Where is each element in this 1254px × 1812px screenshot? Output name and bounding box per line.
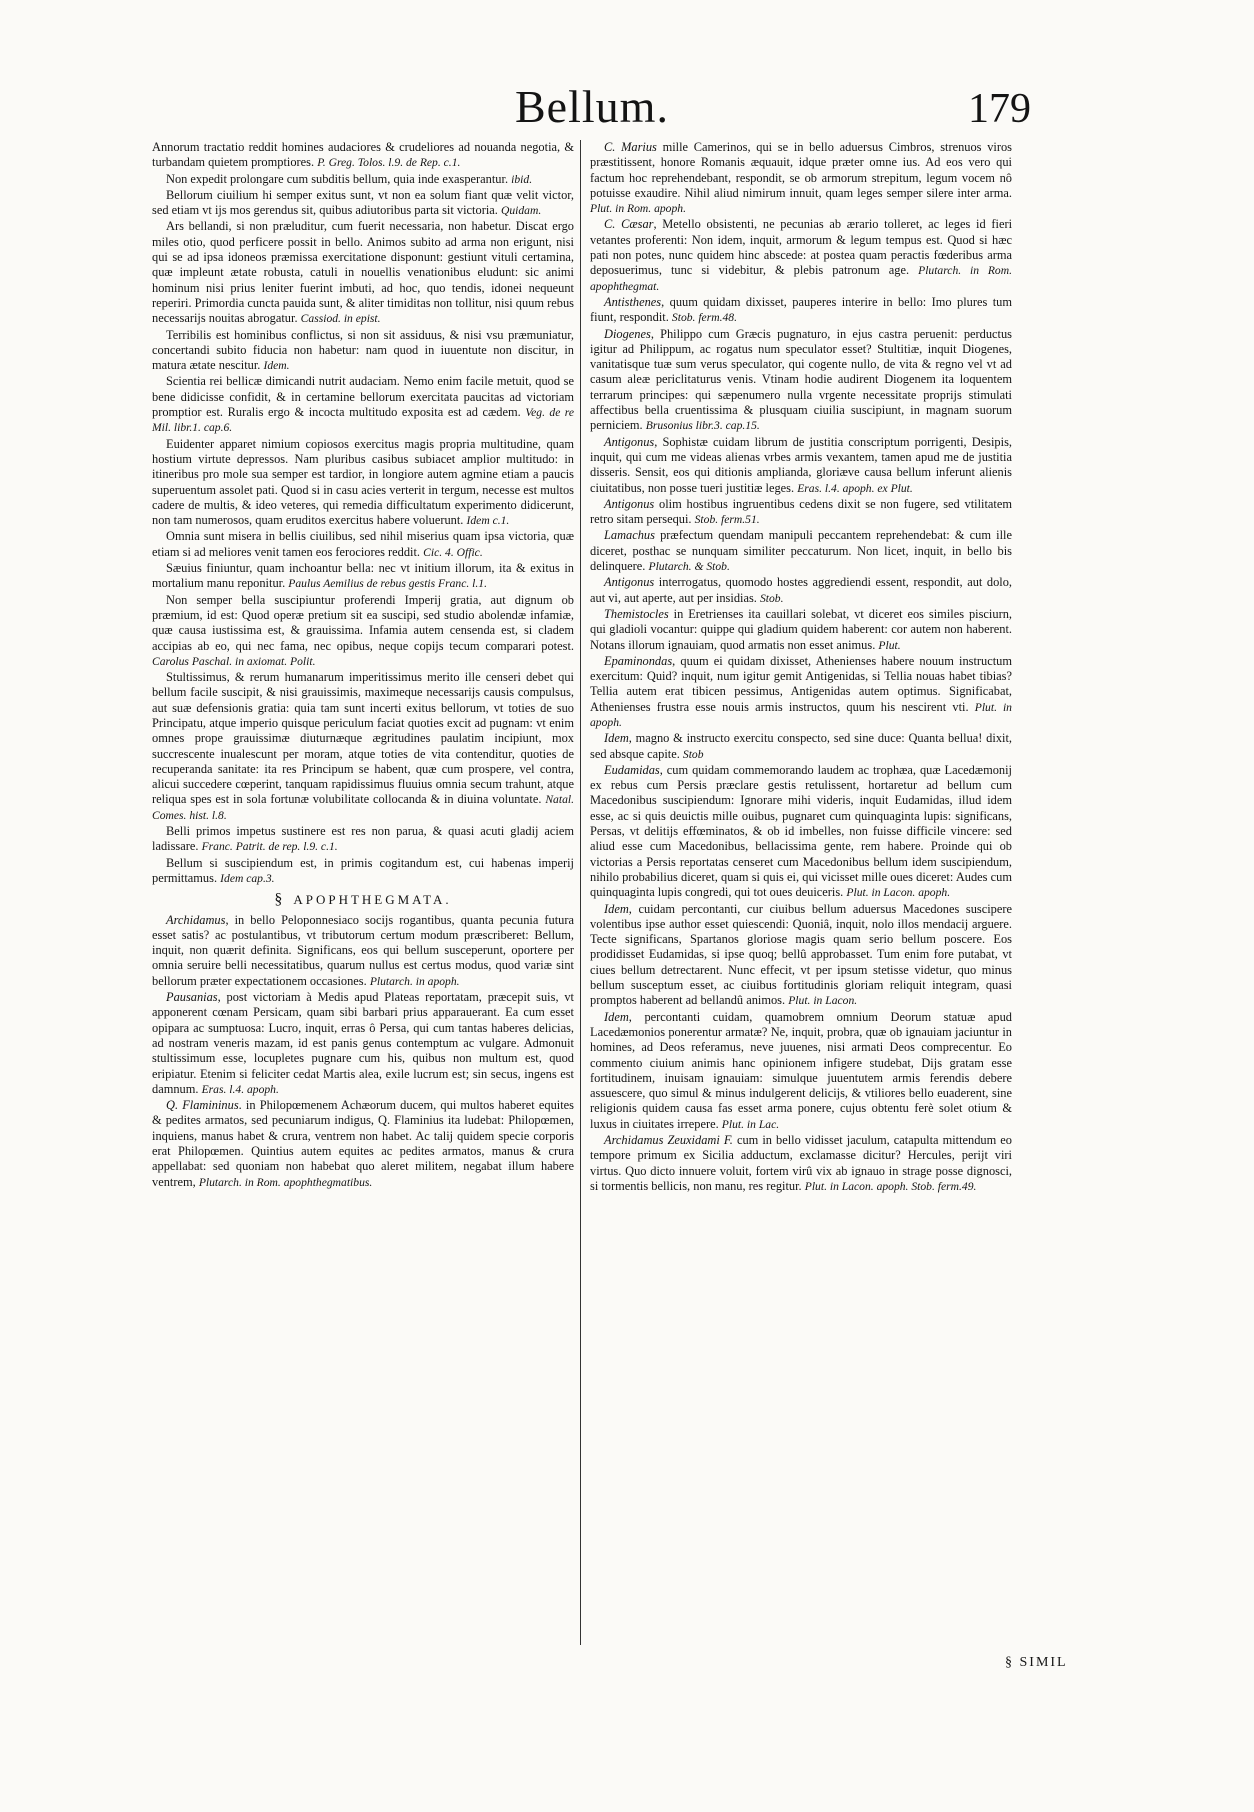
citation: Idem c.1.	[466, 514, 510, 528]
citation: Eras. l.4. apoph. ex Plut.	[797, 481, 913, 495]
speaker-name: Idem	[604, 1009, 629, 1024]
speaker-name: Pausanias	[166, 990, 218, 1005]
apophthegm-entry	[590, 327, 1012, 434]
speaker-name: C. Cæsar	[604, 217, 654, 232]
citation: Cic. 4. Offic.	[423, 545, 483, 559]
citation: Plut. in apoph.	[590, 700, 1012, 729]
section-title: APOPHTHEGMATA.	[293, 892, 452, 908]
apophthegm-text: olim hostibus ingruentibus cedens dixit se non fugere, sed vtilitatem retro sitam persequi.	[590, 496, 1012, 527]
citation: Cassiod. in epist.	[300, 312, 381, 326]
citation: Idem cap.3.	[220, 871, 275, 885]
quote-text: Terribilis est hominibus conflictus, si non sit assiduus, & nisi vsu præmuniatur, concertandi subito fiducia non habetur: nam quod in iuuentute non discitur, in matura ætate nescitur.	[152, 327, 574, 373]
quote-paragraph	[152, 856, 574, 887]
apophthegm-text: , magno & instructo exercitu conspecto, sed sine duce: Quanta bellua! dixit, sed absque capite.	[590, 731, 1012, 761]
apophthegm-entry	[590, 1133, 1012, 1194]
citation: Stob. ferm.48.	[671, 311, 737, 325]
apophthegm-entry	[590, 528, 1012, 574]
quote-text: Ars bellandi, si non præluditur, cum fuerit necessaria, non habetur. Discat ergo miles otio, quod perficere possit in bello. Animos subito ad arma non erigunt, nisi qui se ad ipsa idoneos præmissa exercitatione disponunt: gestiunt vituli certamina, quæ impleunt ætate robusta, catuli in nouellis venationibus eludunt: sic animi hominum nisi prius leniter fuerint imbuti, ad hoc, quo tendis, idonei nequeunt reperiri. Primordia cuncta pauida sunt, & aliter timiditas non tollitur, nisi quum rebus necessarijs nouitas abrogatur.	[152, 219, 574, 326]
apophthegm-text: , percontanti cuidam, quamobrem omnium Deorum statuæ apud Lacedæmonios ponerentur armatæ? Ne, inquit, probra, quæ ob ignauiam jaciuntur in homines, ad Deos referamus, neve juuenes, nisi armati Deos comprecentur. Eo commento ciuium animis hanc opinionem infigere studebat, Dijs gratam esse fortitudinem, inuisam ignauiam: simulque juuentutem armis ferendis debere assuescere, quo simul & minus indulgerent delicijs, & vtiliores bello euaderent, sine religionis quidem causa fas esset arma ponere, cujus obtentu ferè solet otium & luxus in ciuitates irrepere.	[590, 1009, 1012, 1131]
quote-text: Bellorum ciuilium hi semper exitus sunt, vt non ea solum fiant quæ velit victor, sed etiam vt ijs mos gerendus sit, quibus adiutoribus parta sit victoria.	[152, 187, 574, 218]
apophthegm-text: in Eretrienses ita cauillari solebat, vt diceret eos similes pisciurn, qui gladioli vocantur: quippe qui gladium quidem haberent: cor autem non haberent. Notans illorum ignauiam, quod armatis non esset animus.	[590, 606, 1012, 652]
speaker-name: Lamachus	[604, 528, 655, 543]
speaker-name: Q. Flamininus	[166, 1098, 239, 1113]
speaker-name: Antigonus	[604, 496, 655, 511]
catchword: § SIMIL	[1005, 1655, 1068, 1670]
left-apophthegmata	[152, 913, 574, 1190]
apophthegm-text: , post victoriam à Medis apud Plateas reportatam, præcepit suis, vt apponerent cœnam Persicam, quam sibi barbari prius apparauerant. Ea cum esset opipara ac sumptuosa: Lucro, inquit, erras ô Persa, qui cum tantas haberes delicias, ad nostram veneris mazam, id est panis genus contemptum ac vulgare. Admonuit stultissimum esse, locupletes pugnare cum his, quibus non multum est, quod eripiatur. Etenim si feliciter cedat Martis alea, exile lucrum est; sin secus, ingens est damnum.	[152, 990, 574, 1096]
paragraph-mark-icon: §	[274, 891, 286, 909]
quote-paragraph	[152, 561, 574, 592]
citation: Brusonius libr.3. cap.15.	[645, 419, 760, 433]
citation: Plutarch. in apoph.	[369, 974, 460, 988]
apophthegm-text: cum in bello vidisset jaculum, catapulta mittendum eo tempore primum ex Sicilia adductum, exclamasse dicitur? Hercules, perijt viri virtus. Quo dicto innuere voluit, fortem virû vix ab ignauo in strage posse dignosci, si tormentis bellicis, non manu, res regitur.	[590, 1133, 1013, 1193]
right-apophthegmata	[590, 140, 1012, 1194]
page-number: 179	[968, 86, 1031, 132]
citation: Stob	[682, 747, 704, 761]
section-heading	[152, 892, 574, 907]
citation: Idem.	[263, 359, 290, 373]
speaker-name: Antisthenes	[604, 294, 662, 309]
citation: Stob.	[759, 591, 784, 605]
citation: Plut. in Lacon. apoph.	[846, 886, 951, 900]
speaker-name: Antigonus	[604, 434, 655, 449]
citation: Carolus Paschal. in axiomat. Polit.	[152, 654, 316, 668]
quote-text: Non semper bella suscipiuntur proferendi Imperij gratia, aut dignum ob præmium, id est: Quod operæ pretium sit ea suscipi, sed studio abolendæ infamiæ, quæ causa iustissima est, & grauissima. Infamia autem censenda est, si cladem accipias ab eo, qui nec fama, nec opibus, neque copijs tecum comparari potest.	[152, 592, 574, 653]
speaker-name: Eudamidas	[604, 762, 660, 777]
speaker-name: Idem	[604, 731, 629, 746]
citation: Plut. in Lacon. apoph. Stob. ferm.49.	[804, 1179, 977, 1193]
citation: Plut. in Lacon.	[788, 994, 858, 1008]
right-column	[590, 140, 1012, 1195]
speaker-name: Epaminondas	[604, 653, 673, 668]
apophthegm-text: , Metello obsistenti, ne pecunias ab ærario tolleret, ac leges id fieri vetantes proferenti: Non idem, inquit, armorum & legum tempus est. Quod si hæc pati non potes, nunc quidem hinc abscede: at postea quam peractis fœderibus arma deposuerimus, tunc si videbitur, & plebis patronum age.	[590, 217, 1013, 278]
quote-text: Euidenter apparet nimium copiosos exercitus magis propria multitudine, quam hostium virtute depressos. Nam pluribus casibus subiacet amplior multitudo: in itineribus pro mole sua semper est tardior, in longiore autem agmine etiam a paucis superuentum assolet pati. Quod si in casu acies verterit in tergum, necesse est multos cadere de multis, & ideo veteres, qui remedia difficultatum experimento didicerunt, non tam numerosos, quam eruditos exercitus habere voluerunt.	[152, 436, 574, 528]
speaker-name: Archidamus Zeuxidami F.	[604, 1133, 733, 1147]
quote-text: Scientia rei bellicæ dimicandi nutrit audaciam. Nemo enim facile metuit, quod se bene didicisse confidit, & in certamine bellorum exercitata paucitas ad victoriam promptior est. Ruralis ergo & incocta multitudo exposita est ad cædem.	[152, 374, 574, 420]
quote-text: Omnia sunt misera in bellis ciuilibus, sed nihil miserius quam ipsa victoria, quæ etiam si ad meliores venit tamen eos ferociores reddit.	[152, 529, 574, 559]
speaker-name: Themistocles	[604, 606, 669, 621]
quote-text: Stultissimus, & rerum humanarum imperitissimus merito ille censeri debet qui bellum facile suscipit, & nisi grauissimis, maximeque necessarijs causis compulsus, aut suæ defensionis gratia: quia tam sunt incerti exitus bellorum, vt toties de suo Principatu, atque imperio quisque periculum faciat quoties excit ad pugnam: vt enim omnes prope grauissimæ diuturnæque ægritudines paulatim incipiunt, mox succrescente inualescunt per moram, atque toties de vita contenditur, quoties de recuperanda sanitate: ita res Principum se habent, quæ cum prospere, vel contra, alicui succedere cœperint, tanquam rapidissimus fluuius omnia secum trahunt, atque reliqua spes est in sola fortunæ volubilitate collocanda & in diuina voluntate.	[152, 670, 574, 807]
left-quotes	[152, 140, 574, 886]
citation: Plutarch. & Stob.	[648, 560, 730, 574]
apophthegm-entry	[590, 140, 1012, 216]
apophthegm-text: , Sophistæ cuidam librum de justitia conscriptum porrigenti, Desipis, inquit, qui cum me videas alienas vrbes armis vexantem, tamen apud me de justitia disseris. Sensit, eos qui ditionis amplianda, gloriæve causa bellum inferunt alienis ciuitatibus, non posse tueri justitiæ leges.	[590, 434, 1012, 495]
running-head: Bellum.	[515, 81, 669, 132]
quote-text: Annorum tractatio reddit homines audaciores & crudeliores ad nouanda negotia, & turbandam quietem promptiores.	[152, 140, 574, 170]
citation: Plut. in Rom. apoph.	[590, 202, 686, 216]
apophthegm-entry	[590, 607, 1012, 653]
quote-text: Sæuius finiuntur, quam inchoantur bella: nec vt initium illorum, ita & exitus in mortalium manu reponitur.	[152, 561, 574, 591]
speaker-name: Idem	[604, 901, 629, 916]
citation: Stob. ferm.51.	[694, 513, 760, 527]
quote-paragraph	[152, 172, 574, 187]
apophthegm-entry	[590, 902, 1012, 1009]
quote-text: Non expedit prolongare cum subditis bellum, quia inde exasperantur.	[166, 171, 509, 186]
apophthegm-entry	[152, 990, 574, 1097]
apophthegm-entry	[590, 575, 1012, 606]
citation: Franc. Patrit. de rep. l.9. c.1.	[201, 840, 338, 854]
citation: Paulus Aemilius de rebus gestis Franc. l.1.	[288, 577, 487, 591]
quote-paragraph	[152, 670, 574, 823]
apophthegm-entry	[590, 295, 1012, 326]
apophthegm-entry	[590, 497, 1012, 528]
apophthegm-entry	[152, 913, 574, 989]
apophthegm-entry	[590, 763, 1012, 901]
speaker-name: Antigonus	[604, 575, 655, 590]
left-column	[152, 140, 574, 1191]
apophthegm-entry	[152, 1098, 574, 1190]
apophthegm-text: præfectum quendam manipuli peccantem reprehendebat: & cum ille diceret, posthac se nunquam similiter peccaturum. Non licet, inquit, in bello bis delinquere.	[590, 528, 1012, 574]
apophthegm-text: , quum ei quidam dixisset, Athenienses habere nouum instructum exercitum: Quid? inquit, num igitur gemit Antigenidas, si Tellia nouas habet tibias? Tellia autem erat tibicen pessimus, Antigenidas autem optimus. Significabat, Athenienses frustra esse nouis armis instructos, quum his nescirent vti.	[590, 653, 1012, 714]
apophthegm-text: , in bello Peloponnesiaco socijs rogantibus, quanta pecunia futura esset satis? ac postulantibus, vt tributorum certum modum præscriberet: Bellum, inquit, non quærit definita. Significans, eos qui bellum susceperunt, oportere per omnia seruire belli necessitatibus, quarum nullus est certus modus, quod variæ sint bellorum præter expectationem occasiones.	[152, 912, 574, 988]
quote-paragraph	[152, 529, 574, 560]
apophthegm-text: interrogatus, quomodo hostes aggrediendi essent, respondit, aut dolo, aut vi, aut aperte, aut per insidias.	[590, 575, 1012, 605]
speaker-name: Diogenes	[604, 326, 651, 341]
citation: Plut.	[878, 638, 901, 652]
quote-paragraph	[152, 328, 574, 374]
citation: Natal. Comes. hist. l.8.	[152, 793, 574, 822]
column-divider	[580, 140, 581, 1645]
apophthegm-text: , Philippo cum Græcis pugnaturo, in ejus castra peruenit: perductus igitur ad Philippum, ac rogatus num speculator esset? Stultitiæ, inquit Diogenes, vanitatisque tuæ sum verus speculator, qui cogente nullo, de vita & regno vel vt ad casum aleæ periclitaturus venis. Vtinam hodie audirent Diogenem ita loquentem terrarum principes: qui sæpenumero nulla vrgente necessitate proprijs stimulati affectibus bella cruentissima & plusquam ciuilia suscipiunt, in magnam suorum perniciem.	[590, 326, 1012, 433]
citation: Plutarch. in Rom. apophthegmatibus.	[198, 1175, 373, 1189]
quote-text: Belli primos impetus sustinere est res non parua, & quasi acuti gladij aciem ladissare.	[152, 824, 574, 854]
citation: Plutarch. in Rom. apophthegmat.	[590, 264, 1012, 293]
citation: Veg. de re Mil. libr.1. cap.6.	[152, 406, 574, 435]
speaker-name: Archidamus	[166, 912, 226, 927]
apophthegm-text: . in Philopœmenem Achæorum ducem, qui multos haberet equites & pedites armatos, sed pecuniarum indigus, Q. Flaminius ita ludebat: Philopœmen, inquiens, manus habet & crura, ventrem non habet. Ac talij quidem specie corporis erat Philopœmen. Quintius autem equites ac pedites armatos, manus & crura appellabat: sed quoniam non habebat quo aleret militem, negabat illum habere ventrem,	[152, 1098, 574, 1189]
apophthegm-entry	[590, 1010, 1012, 1132]
apophthegm-text: , cum quidam commemorando laudem ac trophæa, quæ Lacedæmonij ex rebus cum Persis præclare gestis retulissent, hortaretur ad bellum cum Macedonibus suscipiendum: Ignorare mihi videris, inquit Eudamidas, illud idem esse, ac si quis deuictis mille ouibus, pugnaret cum quinquaginta lupis: significans, Persas, vt delitijs effœminatos, & ob id imbelles, non fuisse difficile vincere: sed aliud esse cum Macedonibus, bellacissima gente, rem habere. Proinde qui ob victorias a Persis reportatas censeret cum Macedonibus bellum idem suscipiendum, nihilo probabilius diceret, quam si quis ei, qui vicisset mille oues diceret: Audes cum quinquaginta lupis congredi, qui tot oues deuiceris.	[590, 762, 1012, 900]
apophthegm-text: , cuidam percontanti, cur ciuibus bellum aduersus Macedones suscipere volentibus ipse author esset quiescendi: Quoniâ, inquit, nolo illos mendacij arguere. Tecte significans, Spartanos gloriose magis quam serio bellum poscere. Eos prodidisset Eudamidas, si ipse quoq; bellû approbasset. Tum enim fore putabat, vt ciues bellum detrectarent. Nunc effecit, vt per ipsum stetisse videtur, quo minus bellum susceptum esset, ac ciuibus fortitudinis gloriam reliquit integram, quasi promptos haberent ad bellandû animos.	[590, 901, 1012, 1008]
apophthegm-entry	[590, 435, 1012, 496]
apophthegm-entry	[590, 654, 1012, 730]
apophthegm-entry	[590, 217, 1012, 293]
quote-paragraph	[152, 188, 574, 219]
citation: ibid.	[511, 172, 533, 186]
citation: P. Greg. Tolos. l.9. de Rep. c.1.	[317, 156, 461, 170]
quote-paragraph	[152, 437, 574, 529]
quote-paragraph	[152, 593, 574, 669]
quote-paragraph	[152, 824, 574, 855]
citation: Eras. l.4. apoph.	[201, 1082, 279, 1096]
citation: Quidam.	[500, 204, 542, 218]
apophthegm-entry	[590, 731, 1012, 762]
apophthegm-text: , quum quidam dixisset, pauperes interire in bello: Imo plures tum fiunt, respondit.	[590, 294, 1012, 325]
quote-paragraph	[152, 140, 574, 171]
quote-paragraph	[152, 219, 574, 326]
quote-text: Bellum si suscipiendum est, in primis cogitandum est, cui habenas imperij permittamus.	[152, 855, 574, 885]
apophthegm-text: mille Camerinos, qui se in bello aduersus Cimbros, strenuos viros præstitissent, honore Romanis æquauit, idque præter omne ius. Ad eos vero qui factum hoc reprehendebant, respondit, se ob armorum strepitum, legum vocem nô potuisse exaudire. Nihil aliud nimirum innuit, quam leges semper silere inter arma.	[590, 140, 1012, 200]
speaker-name: C. Marius	[604, 140, 657, 154]
citation: Plut. in Lac.	[721, 1117, 780, 1131]
quote-paragraph	[152, 374, 574, 435]
